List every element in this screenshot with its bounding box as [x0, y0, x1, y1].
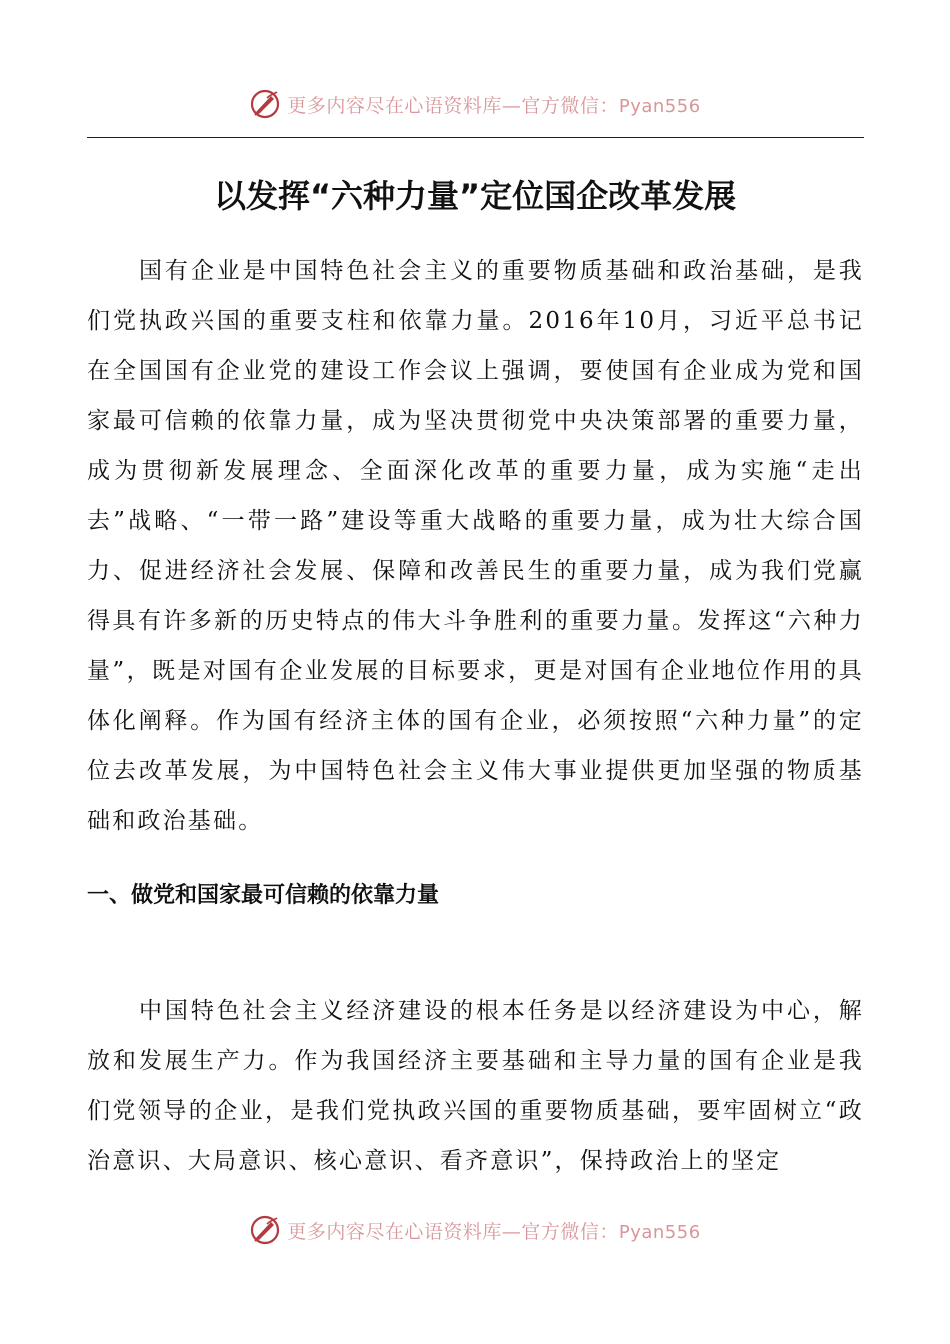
body-paragraph-1: 国有企业是中国特色社会主义的重要物质基础和政治基础，是我们党执政兴国的重要支柱和依靠力量。2016年10月，习近平总书记在全国国有企业党的建设工作会议上强调，要使国有企业成为党和国家最可信赖的依靠力量，成为坚决贯彻党中央决策部署的重要力量，成为贯彻新发展理念、全面深化改革的重要力量，成为实施“走出去”战略、“一带一路”建设等重大战略的重要力量，成为壮大综合国力、促进经济社会发展、保障和改善民生的重要力量，成为我们党赢得具有许多新的历史特点的伟大斗争胜利的重要力量。发挥这“六种力量”，既是对国有企业发展的目标要求，更是对国有企业地位作用的具体化阐释。作为国有经济主体的国有企业，必须按照“六种力量”的定位去改革发展，为中国特色社会主义伟大事业提供更加坚强的物质基础和政治基础。	[87, 258, 864, 834]
header-banner	[0, 84, 950, 124]
footer-banner	[0, 1210, 950, 1250]
document-title: 以发挥“六种力量”定位国企改革发展	[214, 177, 737, 215]
quill-pen-logo-icon	[249, 1214, 281, 1246]
header-banner-text: 更多内容尽在心语资料库—官方微信：Pyan556	[287, 94, 701, 117]
header-divider	[87, 137, 864, 138]
wechat-handle: Pyan556	[618, 1221, 701, 1243]
body-paragraph-2: 中国特色社会主义经济建设的根本任务是以经济建设为中心，解放和发展生产力。作为我国经济主要基础和主导力量的国有企业是我们党领导的企业，是我们党执政兴国的重要物质基础，要牢固树立“政治意识、大局意识、核心意识、看齐意识”，保持政治上的坚定	[87, 998, 864, 1174]
wechat-handle: Pyan556	[618, 95, 701, 117]
footer-banner-text: 更多内容尽在心语资料库—官方微信：Pyan556	[287, 1220, 701, 1243]
section-heading-1: 一、做党和国家最可信赖的依靠力量	[87, 883, 440, 908]
quill-pen-logo-icon	[249, 88, 281, 120]
